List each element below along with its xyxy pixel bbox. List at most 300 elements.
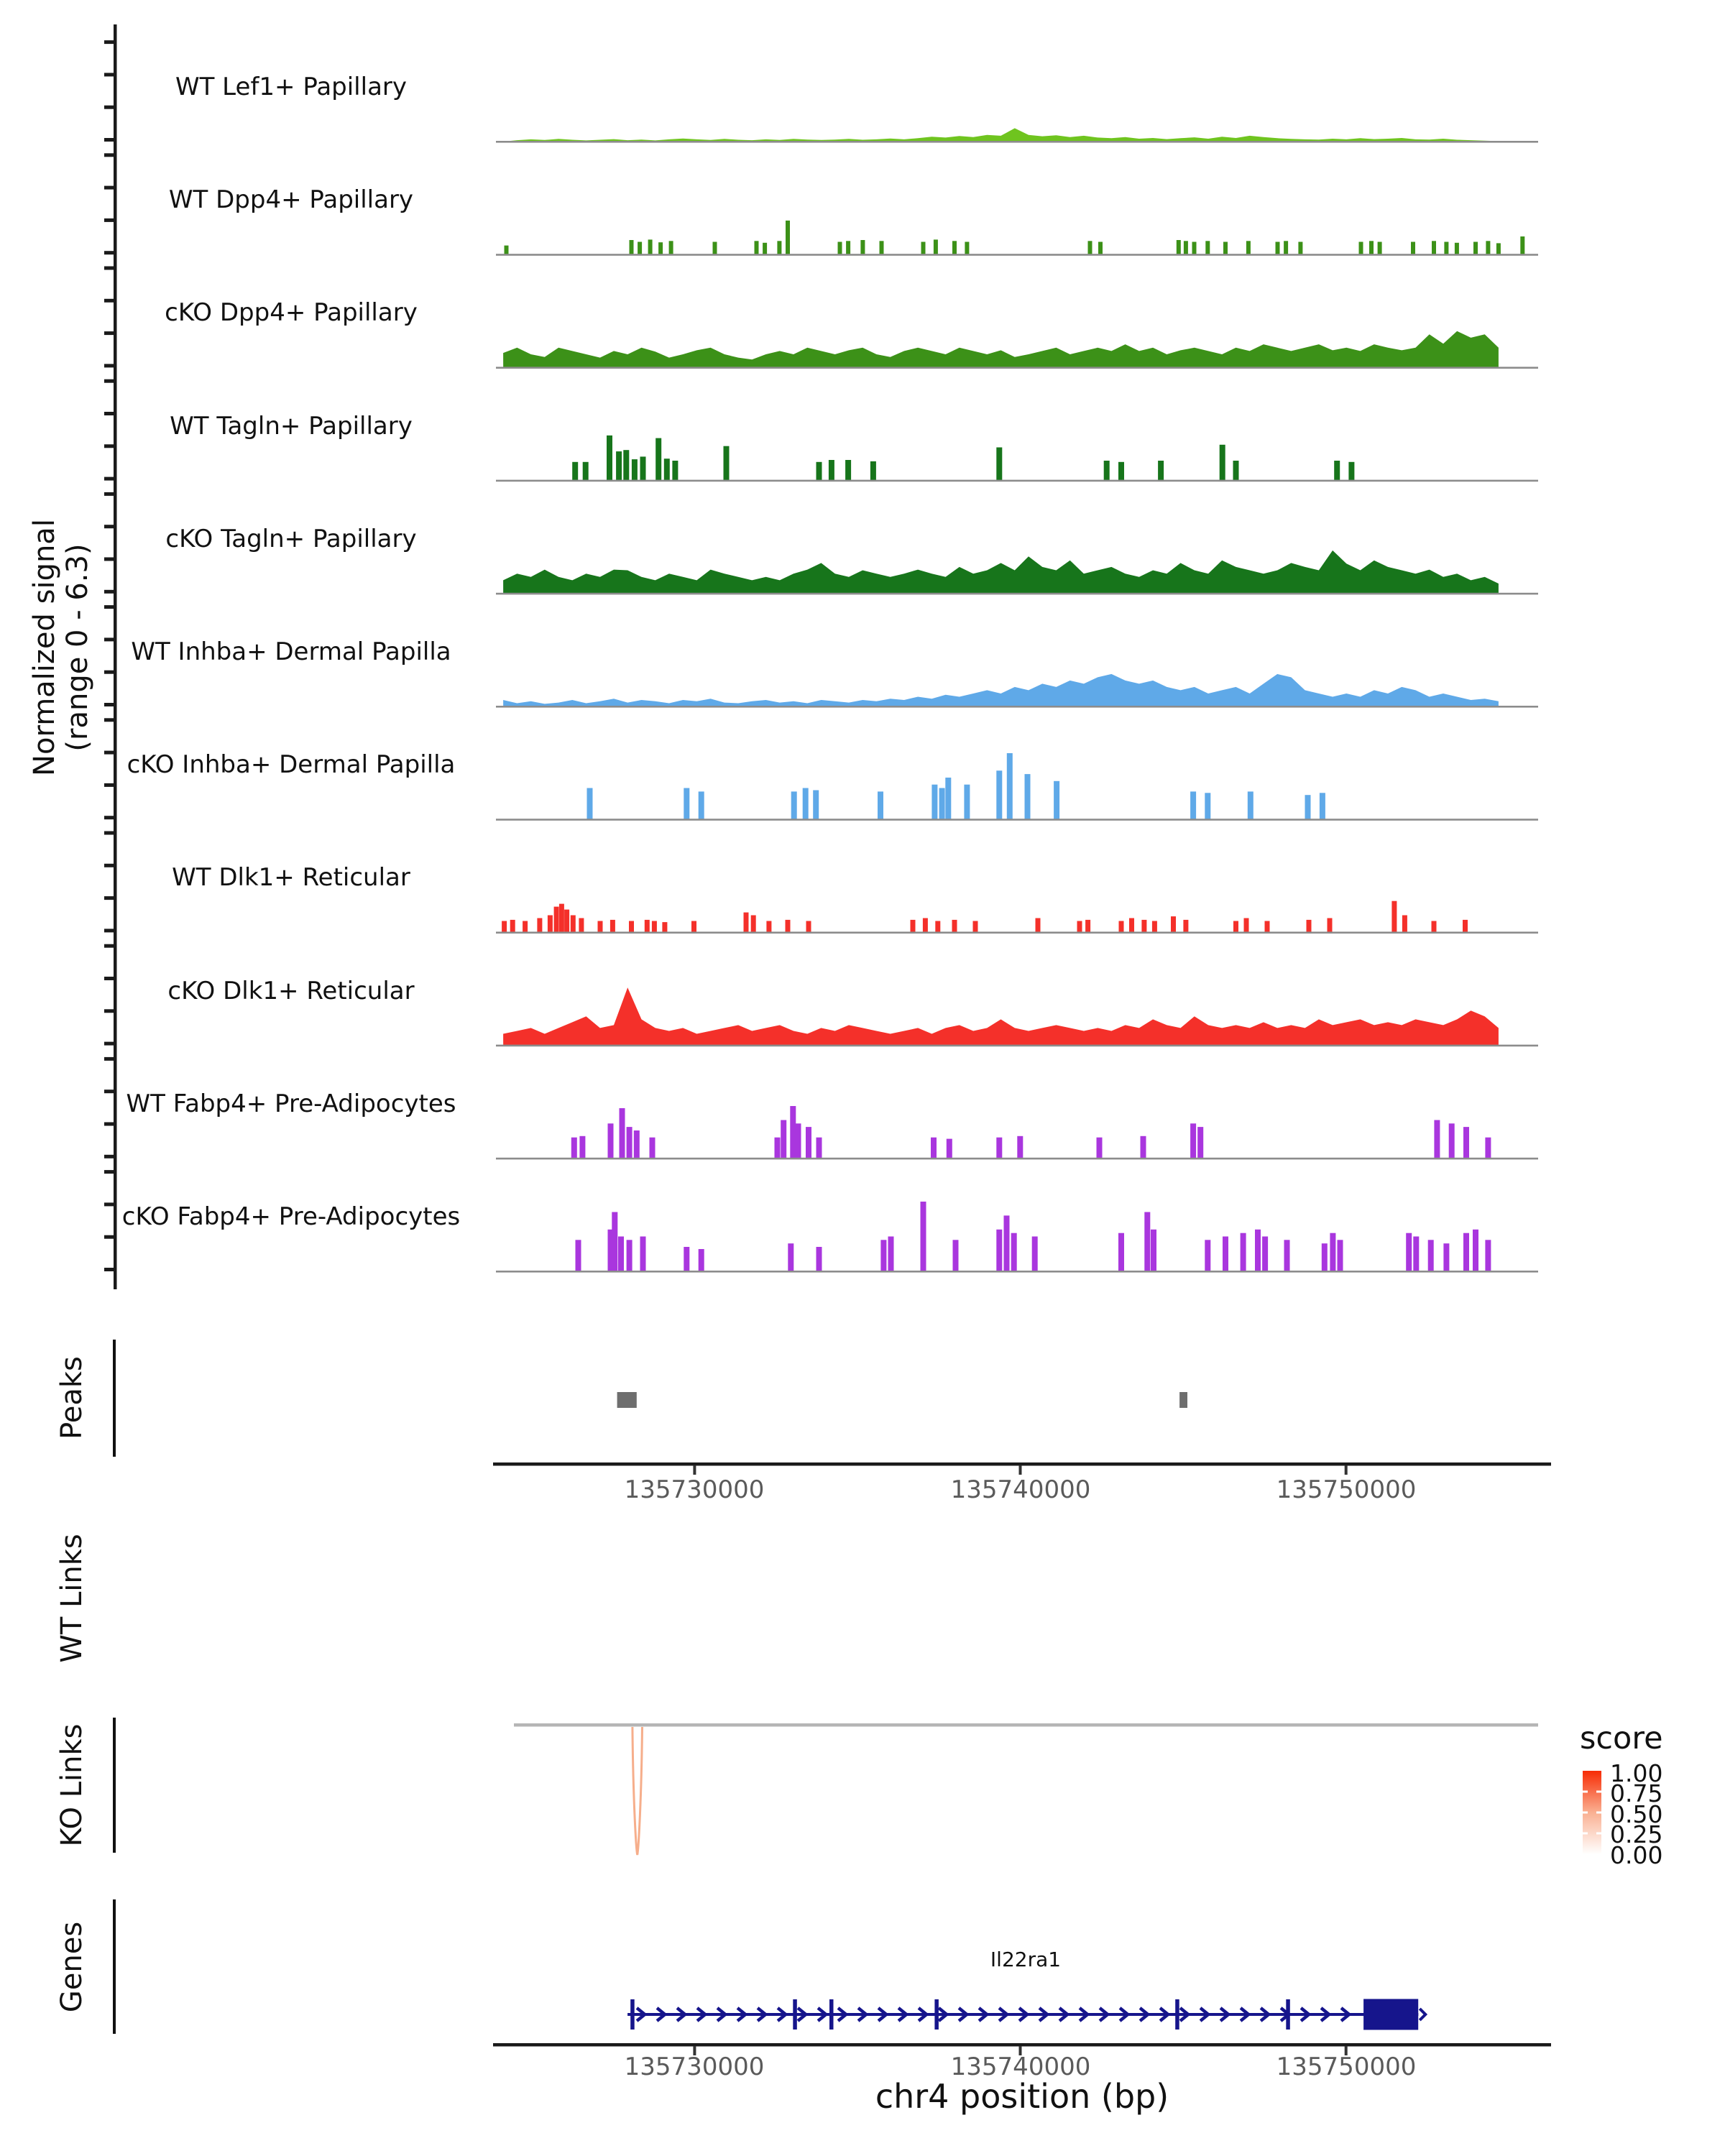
signal-spike-1	[965, 242, 969, 255]
signal-spike-1	[786, 221, 790, 254]
signal-spike-10	[1428, 1240, 1434, 1271]
signal-spike-1	[1298, 242, 1302, 255]
signal-spike-1	[1369, 241, 1374, 254]
signal-spike-7	[935, 921, 940, 933]
track-label-cko-fabp4: cKO Fabp4+ Pre-Adipocytes	[121, 1202, 461, 1231]
signal-spike-7	[579, 918, 584, 933]
track-baseline-2	[496, 367, 1538, 369]
signal-spike-10	[996, 1230, 1002, 1271]
signal-y-tick	[104, 558, 114, 561]
signal-spike-1	[1223, 242, 1228, 255]
x-axis-tick	[1345, 1465, 1348, 1475]
signal-spike-10	[1463, 1233, 1469, 1271]
signal-spike-1	[1455, 243, 1459, 254]
signal-y-tick	[104, 590, 114, 594]
score-bar-tick	[1596, 1812, 1601, 1814]
score-legend-0.50: 0.50	[1610, 1800, 1663, 1828]
gene-name-il22ra1: Il22ra1	[990, 1948, 1062, 1971]
signal-spike-7	[1152, 921, 1157, 933]
signal-spike-1	[846, 241, 850, 254]
track-baseline-6	[496, 819, 1538, 821]
signal-spike-1	[1486, 241, 1490, 254]
signal-spike-10	[618, 1237, 624, 1272]
signal-spike-9	[620, 1108, 625, 1158]
signal-spike-9	[1141, 1136, 1146, 1158]
y-axis-label-line2: (range 0 - 6.3)	[61, 543, 94, 752]
signal-y-tick	[104, 444, 114, 448]
signal-spike-10	[1485, 1240, 1491, 1271]
section-label-peaks: Peaks	[55, 1356, 88, 1439]
signal-spike-1	[1098, 242, 1103, 255]
signal-spike-6	[1007, 753, 1013, 819]
signal-spike-9	[634, 1130, 640, 1158]
signal-y-tick	[104, 896, 114, 900]
signal-y-tick	[104, 492, 114, 496]
signal-spike-9	[1463, 1127, 1469, 1158]
signal-area-5	[503, 674, 1499, 706]
signal-spike-10	[1413, 1237, 1419, 1272]
signal-spike-6	[587, 788, 593, 820]
signal-spike-9	[947, 1139, 952, 1158]
signal-spike-3	[1233, 461, 1239, 481]
signal-spike-7	[766, 921, 771, 933]
signal-spike-7	[652, 921, 657, 933]
signal-spike-1	[638, 242, 642, 255]
signal-y-tick	[104, 605, 114, 609]
axis2-tick-135730000: 135730000	[624, 2053, 765, 2081]
signal-spike-1	[952, 241, 957, 254]
signal-spike-3	[672, 461, 678, 481]
axis1-tick-135740000: 135740000	[950, 1475, 1091, 1504]
signal-spike-1	[860, 240, 865, 254]
signal-y-tick	[104, 1057, 114, 1061]
signal-spike-6	[1248, 791, 1254, 819]
exon-tick	[630, 1999, 635, 2030]
signal-spike-10	[640, 1237, 646, 1272]
signal-y-tick	[104, 944, 114, 948]
signal-spike-10	[921, 1202, 926, 1271]
score-legend-0.25: 0.25	[1610, 1820, 1663, 1848]
signal-spike-7	[751, 916, 756, 933]
signal-spike-7	[1244, 918, 1249, 933]
signal-y-tick	[104, 671, 114, 674]
signal-spike-7	[564, 910, 569, 933]
gene-model-track	[627, 1999, 1425, 2030]
signal-spike-6	[699, 791, 704, 819]
gene-terminal-exon-box	[1363, 1999, 1418, 2030]
signal-y-tick	[104, 251, 114, 254]
signal-spike-10	[1118, 1233, 1124, 1271]
signal-spike-9	[790, 1106, 796, 1158]
signal-spike-9	[608, 1123, 614, 1158]
signal-spike-3	[607, 436, 612, 481]
score-legend-0.00: 0.00	[1610, 1841, 1663, 1869]
signal-spike-9	[579, 1136, 585, 1158]
score-legend-1.00: 1.00	[1610, 1759, 1663, 1787]
genes-bracket	[113, 1899, 116, 2034]
signal-y-tick	[104, 816, 114, 819]
signal-y-tick	[104, 831, 114, 835]
signal-spike-7	[923, 918, 928, 933]
ko-link-loop	[632, 1727, 643, 1855]
signal-spike-3	[656, 438, 661, 481]
signal-spike-1	[1284, 241, 1288, 254]
signal-spike-1	[1088, 241, 1092, 254]
signal-spike-1	[934, 239, 938, 254]
track-baseline-10	[496, 1271, 1538, 1273]
signal-spike-9	[1485, 1138, 1491, 1158]
signal-spike-10	[576, 1240, 581, 1271]
signal-y-tick	[104, 783, 114, 787]
signal-spike-3	[1334, 461, 1340, 481]
signal-spike-3	[640, 456, 646, 480]
signal-spike-1	[1411, 242, 1415, 255]
signal-spike-1	[1432, 241, 1436, 254]
signal-spike-7	[744, 913, 749, 933]
signal-spike-7	[1036, 918, 1041, 933]
signal-spike-1	[1184, 241, 1188, 254]
signal-spike-1	[1192, 242, 1197, 255]
signal-spike-7	[662, 922, 667, 932]
peaks-track	[617, 1392, 1187, 1408]
signal-spike-7	[523, 921, 528, 933]
signal-spike-7	[973, 921, 978, 933]
signal-spike-3	[664, 459, 670, 480]
signal-spike-10	[1473, 1230, 1478, 1271]
track-label-wt-fabp4: WT Fabp4+ Pre-Adipocytes	[126, 1089, 456, 1118]
signal-spike-1	[505, 246, 509, 255]
axis2-tick-135740000: 135740000	[950, 2053, 1091, 2081]
signal-spike-7	[1129, 918, 1134, 933]
signal-spike-7	[510, 920, 515, 933]
signal-spike-10	[684, 1247, 689, 1271]
signal-spike-6	[1205, 793, 1210, 819]
signal-spike-6	[791, 791, 797, 819]
signal-spike-1	[1276, 242, 1280, 255]
score-legend-title: score	[1580, 1720, 1663, 1756]
signal-spike-1	[1473, 242, 1478, 255]
signal-spike-10	[788, 1243, 794, 1271]
signal-spike-6	[1305, 795, 1311, 819]
signal-spike-7	[1328, 918, 1333, 933]
signal-spike-9	[816, 1138, 822, 1158]
x-axis-line	[493, 2043, 1551, 2047]
signal-area-8	[503, 987, 1499, 1046]
signal-spike-1	[1444, 242, 1448, 255]
signal-spike-6	[945, 778, 951, 819]
signal-spike-9	[1197, 1127, 1203, 1158]
exon-tick	[829, 1999, 834, 2030]
signal-y-tick	[104, 267, 114, 270]
signal-spike-1	[1359, 242, 1363, 255]
track-label-cko-inhba: cKO Inhba+ Dermal Papilla	[126, 750, 456, 779]
track-label-wt-tagln: WT Tagln+ Papillary	[170, 412, 413, 441]
signal-spike-10	[888, 1237, 894, 1272]
signal-spike-10	[1004, 1215, 1010, 1271]
signal-spike-6	[996, 770, 1002, 819]
signal-spike-7	[1141, 920, 1146, 933]
signal-spike-10	[1406, 1233, 1412, 1271]
x-axis-line	[493, 1462, 1551, 1466]
y-axis-label-line1: Normalized signal	[28, 519, 61, 776]
x-axis-tick	[693, 1465, 696, 1475]
signal-spike-3	[616, 451, 622, 481]
signal-spike-1	[880, 241, 884, 254]
signal-spike-3	[1104, 461, 1110, 481]
signal-y-tick	[104, 153, 114, 157]
signal-spike-7	[1265, 921, 1270, 933]
y-axis-label	[28, 374, 94, 921]
signal-spike-10	[1255, 1230, 1261, 1271]
track-baseline-3	[496, 480, 1538, 482]
signal-spike-6	[964, 785, 970, 820]
signal-spike-7	[1307, 920, 1312, 933]
signal-y-tick	[104, 929, 114, 932]
signal-spike-6	[1025, 774, 1031, 819]
signal-spike-9	[1097, 1138, 1103, 1158]
signal-y-tick	[104, 138, 114, 142]
signal-spike-1	[1378, 242, 1382, 255]
signal-y-tick	[104, 218, 114, 222]
signal-y-tick	[104, 331, 114, 335]
signal-spike-9	[1190, 1123, 1196, 1158]
signal-spike-7	[548, 916, 553, 933]
track-label-cko-dlk1: cKO Dlk1+ Reticular	[167, 977, 415, 1005]
signal-spike-9	[627, 1127, 632, 1158]
score-legend-0.75: 0.75	[1610, 1779, 1663, 1807]
section-label-genes: Genes	[55, 1921, 88, 2013]
signal-spike-10	[1330, 1233, 1335, 1271]
signal-spike-3	[996, 448, 1002, 481]
axis1-tick-135730000: 135730000	[624, 1475, 765, 1504]
exon-tick	[1175, 1999, 1179, 2030]
signal-spike-9	[650, 1138, 656, 1158]
signal-area-2	[503, 331, 1499, 368]
signal-spike-1	[669, 241, 673, 254]
signal-y-tick	[104, 379, 114, 383]
signal-spike-6	[684, 788, 689, 820]
signal-spike-1	[630, 240, 634, 254]
signal-spike-9	[796, 1123, 801, 1158]
peak-box-1	[1179, 1392, 1187, 1408]
section-label-ko-links: KO Links	[55, 1723, 88, 1847]
peaks-bracket	[113, 1340, 116, 1457]
signal-spike-7	[559, 904, 564, 933]
score-bar-tick	[1583, 1791, 1588, 1793]
signal-spike-10	[953, 1240, 959, 1271]
signal-spike-1	[713, 242, 717, 255]
signal-y-tick	[104, 477, 114, 481]
exon-tick	[793, 1999, 797, 2030]
signal-spike-3	[572, 462, 578, 481]
signal-spike-3	[870, 461, 876, 481]
signal-spike-1	[648, 239, 653, 254]
score-bar-tick	[1596, 1791, 1601, 1793]
signal-y-tick	[104, 1123, 114, 1126]
signal-spike-1	[1177, 240, 1181, 254]
track-baseline-8	[496, 1045, 1538, 1047]
signal-spike-7	[554, 907, 559, 933]
signal-spike-10	[1223, 1237, 1228, 1272]
signal-spike-3	[1118, 462, 1124, 481]
gene-end-arrow	[1420, 2009, 1425, 2020]
track-baseline-1	[496, 254, 1538, 256]
signal-spike-10	[627, 1240, 632, 1271]
signal-spike-6	[1320, 793, 1325, 819]
signal-spike-7	[911, 920, 916, 933]
signal-spike-1	[658, 242, 663, 254]
signal-spike-9	[1449, 1123, 1455, 1158]
signal-y-tick	[104, 40, 114, 44]
signal-spike-10	[1262, 1237, 1268, 1272]
signal-spike-9	[1017, 1136, 1023, 1158]
signal-spike-10	[699, 1249, 704, 1271]
track-label-wt-dpp4: WT Dpp4+ Papillary	[168, 185, 414, 214]
signal-spike-3	[1220, 445, 1225, 481]
signal-spike-3	[632, 459, 638, 481]
signal-spike-10	[1338, 1240, 1343, 1271]
score-bar-tick	[1583, 1833, 1588, 1835]
signal-spike-9	[781, 1120, 786, 1158]
signal-spike-7	[598, 921, 603, 933]
track-baseline-4	[496, 593, 1538, 595]
signal-y-tick	[104, 1155, 114, 1158]
signal-spike-3	[1348, 462, 1354, 481]
signal-spike-6	[1190, 791, 1196, 819]
signal-spike-3	[829, 460, 834, 481]
signal-spike-10	[1032, 1237, 1038, 1272]
signal-y-tick	[104, 1009, 114, 1013]
signal-spike-10	[1144, 1212, 1150, 1272]
signal-area-0	[503, 128, 1499, 142]
signal-spike-7	[786, 920, 791, 933]
signal-spike-7	[610, 920, 615, 933]
exon-tick	[1286, 1999, 1290, 2030]
signal-spike-10	[1011, 1233, 1017, 1271]
signal-y-tick	[104, 364, 114, 367]
signal-spike-10	[1151, 1230, 1156, 1271]
score-bar-tick	[1596, 1833, 1601, 1835]
signal-spike-3	[724, 446, 730, 481]
track-label-wt-inhba: WT Inhba+ Dermal Papilla	[131, 637, 451, 666]
signal-spike-7	[1402, 916, 1407, 933]
signal-spike-7	[1233, 921, 1238, 933]
x-axis-tick	[1019, 1465, 1022, 1475]
signal-spike-10	[1322, 1243, 1328, 1271]
signal-spike-7	[1432, 921, 1437, 933]
signal-spike-7	[571, 916, 576, 933]
peak-box-0	[617, 1392, 637, 1408]
signal-spike-9	[1434, 1120, 1440, 1158]
signal-spike-3	[1158, 461, 1164, 481]
signal-spike-10	[612, 1212, 617, 1272]
signal-spike-7	[1171, 916, 1176, 932]
signal-spike-7	[1119, 921, 1124, 933]
signal-spike-10	[880, 1240, 886, 1271]
signal-spike-7	[645, 920, 650, 933]
signal-y-tick	[104, 1042, 114, 1046]
signal-spike-1	[921, 242, 926, 255]
signal-spike-7	[691, 921, 696, 933]
signal-spike-9	[996, 1138, 1002, 1158]
signal-spike-7	[1183, 920, 1188, 933]
axis1-tick-135750000: 135750000	[1276, 1475, 1417, 1504]
track-label-cko-dpp4: cKO Dpp4+ Papillary	[165, 298, 418, 327]
ko-links-bracket	[113, 1718, 116, 1853]
signal-spike-3	[816, 462, 822, 481]
signal-spike-6	[878, 791, 883, 819]
signal-spike-6	[932, 785, 937, 820]
track-baseline-7	[496, 931, 1538, 934]
x-axis-title: chr4 position (bp)	[875, 2077, 1169, 2116]
track-label-cko-tagln: cKO Tagln+ Papillary	[165, 525, 417, 553]
signal-area-4	[503, 550, 1499, 594]
coverage-tracks	[496, 128, 1538, 1272]
signal-spike-10	[1205, 1240, 1210, 1271]
track-label-wt-lef1: WT Lef1+ Papillary	[175, 73, 408, 101]
score-bar-tick	[1583, 1812, 1588, 1814]
signal-y-tick	[104, 1268, 114, 1271]
track-label-wt-dlk1: WT Dlk1+ Reticular	[172, 863, 410, 892]
signal-y-tick	[104, 703, 114, 706]
signal-spike-9	[571, 1138, 577, 1158]
signal-spike-7	[502, 921, 507, 933]
signal-spike-1	[1205, 241, 1210, 254]
signal-spike-7	[1392, 901, 1397, 933]
signal-spike-10	[1284, 1240, 1290, 1271]
signal-y-tick	[104, 106, 114, 109]
signal-spike-1	[1520, 236, 1524, 254]
signal-spike-9	[775, 1138, 781, 1158]
axis2-tick-135750000: 135750000	[1276, 2053, 1417, 2081]
signal-spike-6	[813, 791, 819, 820]
signal-spike-6	[1054, 781, 1059, 819]
signal-y-tick	[104, 718, 114, 722]
signal-spike-1	[763, 243, 767, 254]
track-baseline-0	[496, 141, 1538, 143]
signal-y-tick	[104, 1235, 114, 1239]
signal-spike-9	[931, 1138, 937, 1158]
signal-spike-1	[755, 241, 759, 254]
links-tracks	[514, 1723, 1538, 1855]
track-baseline-9	[496, 1158, 1538, 1160]
section-label-wt-links: WT Links	[55, 1534, 88, 1663]
signal-spike-7	[1085, 920, 1090, 933]
signal-spike-10	[1443, 1243, 1449, 1271]
signal-spike-7	[537, 918, 542, 933]
signal-spike-10	[1241, 1233, 1246, 1271]
exon-tick	[934, 1999, 939, 2030]
signal-spike-7	[629, 921, 634, 933]
signal-spike-7	[1077, 921, 1082, 933]
signal-spike-6	[803, 788, 809, 820]
signal-spike-9	[806, 1127, 811, 1158]
signal-spike-7	[952, 920, 957, 933]
signal-spike-3	[623, 450, 629, 480]
signal-spike-1	[838, 242, 842, 255]
signal-spike-6	[939, 788, 945, 820]
signal-spike-7	[1463, 920, 1468, 933]
signal-y-tick	[104, 1170, 114, 1174]
signal-spike-1	[777, 241, 781, 254]
signal-spike-7	[806, 921, 811, 933]
peaks-x-axis	[493, 1462, 1551, 1475]
signal-spike-3	[583, 462, 589, 481]
signal-spike-1	[1496, 243, 1501, 254]
signal-spike-10	[816, 1247, 822, 1271]
ko-links-baseline	[514, 1723, 1538, 1727]
track-baseline-5	[496, 706, 1538, 708]
